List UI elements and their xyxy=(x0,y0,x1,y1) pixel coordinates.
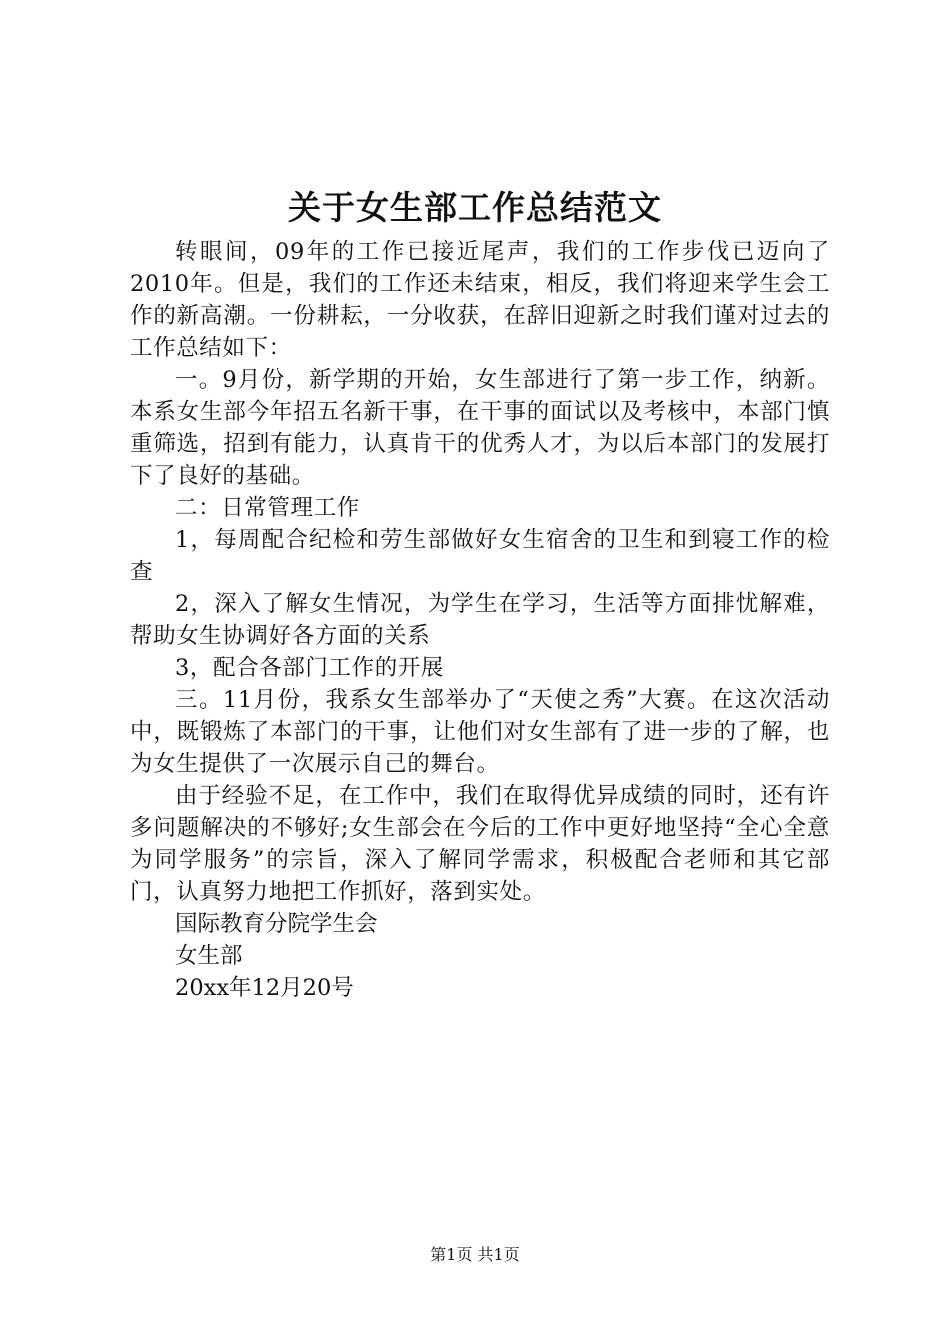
document-body xyxy=(130,236,830,1004)
heading-section-two: 二：日常管理工作 xyxy=(175,495,360,521)
list-item-2: 2，深入了解女生情况，为学生在学习，生活等方面排忧解难，帮助女生协调好各方面的关系 xyxy=(130,591,830,649)
document-title: 关于女生部工作总结范文 xyxy=(288,188,662,227)
signature-date: 20xx年12月20号 xyxy=(175,975,354,1001)
signature-dept: 女生部 xyxy=(175,943,243,969)
list-item-3: 3，配合各部门工作的开展 xyxy=(175,655,445,681)
paragraph-conclusion: 由于经验不足，在工作中，我们在取得优异成绩的同时，还有许多问题解决的不够好;女生部会在今后的工作中更好地坚持“全心全意为同学服务”的宗旨，深入了解同学需求，积极配合老师和其它部门，认真努力地把工作抓好，落到实处。 xyxy=(130,783,830,905)
paragraph-section-three: 三。11月份，我系女生部举办了“天使之秀”大赛。在这次活动中，既锻炼了本部门的干事，让他们对女生部有了进一步的了解，也为女生提供了一次展示自己的舞台。 xyxy=(130,687,830,777)
signature-org: 国际教育分院学生会 xyxy=(175,911,378,937)
page-footer: 第1页 共1页 xyxy=(430,1245,520,1264)
paragraph-section-one: 一。9月份，新学期的开始，女生部进行了第一步工作，纳新。本系女生部今年招五名新干事，在干事的面试以及考核中，本部门慎重筛选，招到有能力，认真肯干的优秀人才，为以后本部门的发展打下了良好的基础。 xyxy=(130,367,830,489)
paragraph-intro: 转眼间，09年的工作已接近尾声，我们的工作步伐已迈向了2010年。但是，我们的工作还未结束，相反，我们将迎来学生会工作的新高潮。一份耕耘，一分收获，在辞旧迎新之时我们谨对过去的工作总结如下： xyxy=(130,239,830,361)
list-item-1: 1，每周配合纪检和劳生部做好女生宿舍的卫生和到寝工作的检查 xyxy=(130,527,830,585)
